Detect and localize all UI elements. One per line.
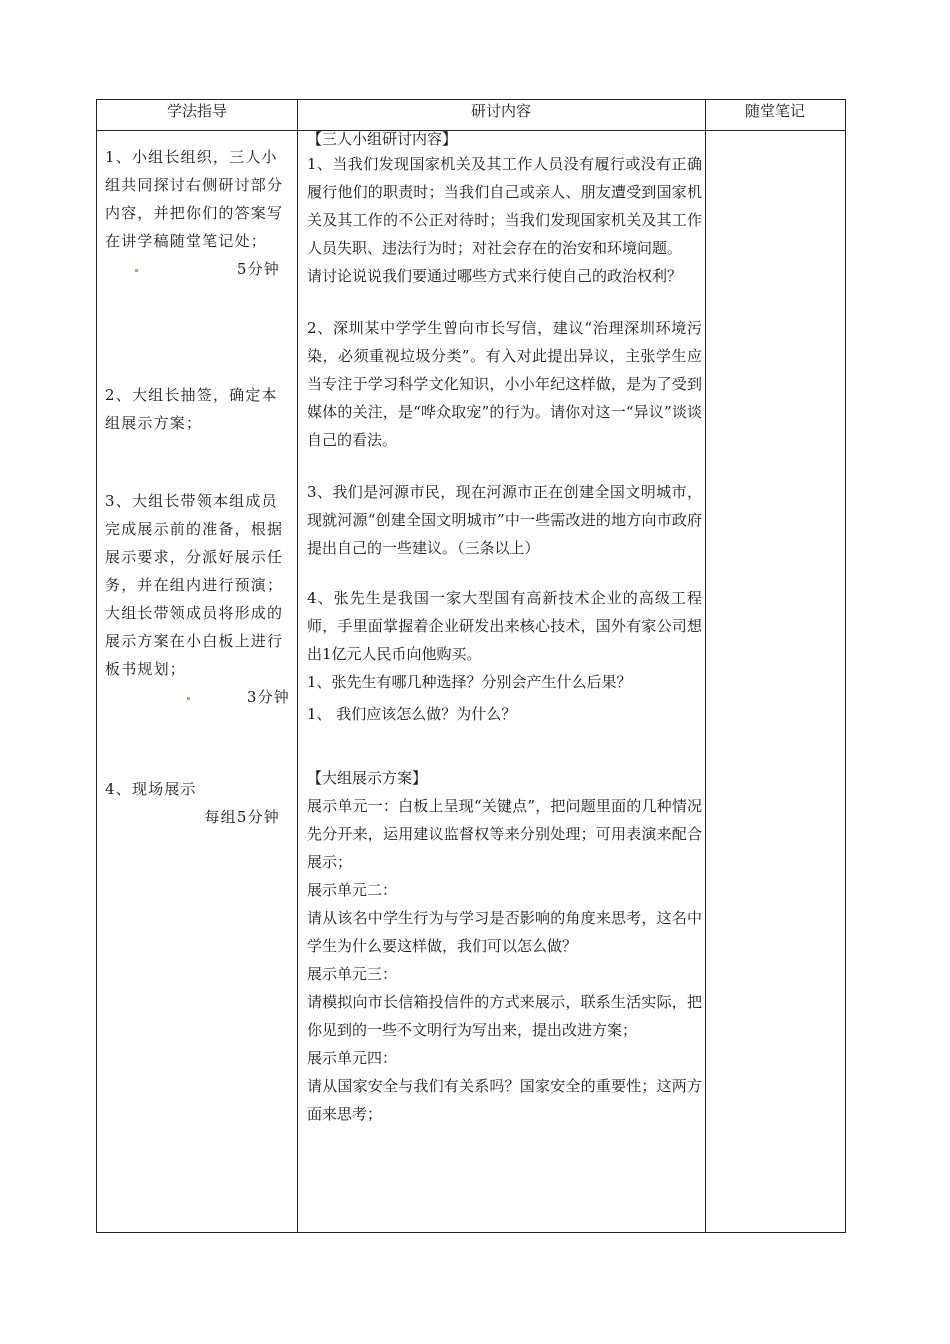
question-4-b: 1、 我们应该怎么做？为什么？ <box>307 705 517 723</box>
question-4: 4、张先生是我国一家大型国有高新技术企业的高级工程师，手里面掌握着企业研发出来核心技术，国外有家公司想出1亿元人民币向他购买。 <box>307 589 702 663</box>
header-notes: 随堂笔记 <box>744 102 805 120</box>
mark-dot <box>187 697 190 700</box>
question-1-ask: 请讨论说说我们要通过哪些方式来行使自己的政治权利？ <box>307 267 683 285</box>
guide-step-1: 1、小组长组织，三人小组共同探讨右侧研讨部分内容，并把你们的答案写在讲学稿随堂笔记处； <box>105 148 284 250</box>
guide-step-3-time: 3分钟 <box>105 683 290 711</box>
question-3: 3、我们是河源市民，现在河源市正在创建全国文明城市，现就河源“创建全国文明城市”中一些需改进的地方向市政府提出自己的一些建议。（三条以上） <box>307 483 702 557</box>
guide-step-3b: 大组长带领成员将形成的展示方案在小白板上进行板书规划； <box>105 604 284 678</box>
guide-column <box>105 131 290 831</box>
column-divider <box>705 100 706 1232</box>
question-2: 2、深圳某中学学生曾向市长写信，建议“治理深圳环境污染，必须重视垃圾分类”。有入对此提出异议，主张学生应当专注于学习科学文化知识，小小年纪这样做，是为了受到媒体的关注，是“哗众取宠”的行为。请你对这一“异议”谈谈自己的看法。 <box>307 319 702 449</box>
unit-4-title: 展示单元四： <box>307 1049 398 1067</box>
guide-step-2: 2、大组长抽签，确定本组展示方案； <box>105 386 278 432</box>
unit-1: 展示单元一：白板上呈现“关键点”，把问题里面的几种情况先分开来，运用建议监督权等来分别处理；可用表演来配合展示； <box>307 797 702 871</box>
mark-dot <box>135 269 138 272</box>
guide-step-4: 4、现场展示 <box>105 780 197 798</box>
unit-3-title: 展示单元三： <box>307 965 398 983</box>
section-title: 【三人小组研讨内容】 <box>307 130 458 148</box>
header-guide: 学法指导 <box>166 102 227 120</box>
question-4-a: 1、张先生有哪几种选择？分别会产生什么后果？ <box>307 673 632 691</box>
study-table <box>96 99 846 1233</box>
column-divider <box>297 100 298 1232</box>
guide-step-3: 3、大组长带领本组成员完成展示前的准备，根据展示要求，分派好展示任务，并在组内进行预演； <box>105 492 284 594</box>
unit-2: 请从该名中学生行为与学习是否影响的角度来思考，这名中学生为什么要这样做，我们可以怎么做？ <box>307 909 702 955</box>
unit-3: 请模拟向市长信箱投信件的方式来展示，联系生活实际，把你见到的一些不文明行为写出来，提出改进方案； <box>307 993 702 1039</box>
unit-2-title: 展示单元二： <box>307 881 398 899</box>
content-column <box>307 128 702 1128</box>
plan-title: 【大组展示方案】 <box>307 769 428 787</box>
guide-step-4-time: 每组5分钟 <box>204 808 280 826</box>
guide-step-1-time: 5分钟 <box>105 255 290 283</box>
unit-4: 请从国家安全与我们有关系吗？国家安全的重要性；这两方面来思考； <box>307 1077 702 1123</box>
question-1: 1、当我们发现国家机关及其工作人员没有履行或没有正确履行他们的职责时；当我们自己或亲人、朋友遭受到国家机关及其工作的不公正对待时；当我们发现国家机关及其工作人员失职、违法行为时；对社会存在的治安和环境问题。 <box>307 155 702 257</box>
header-content: 研讨内容 <box>470 102 531 120</box>
